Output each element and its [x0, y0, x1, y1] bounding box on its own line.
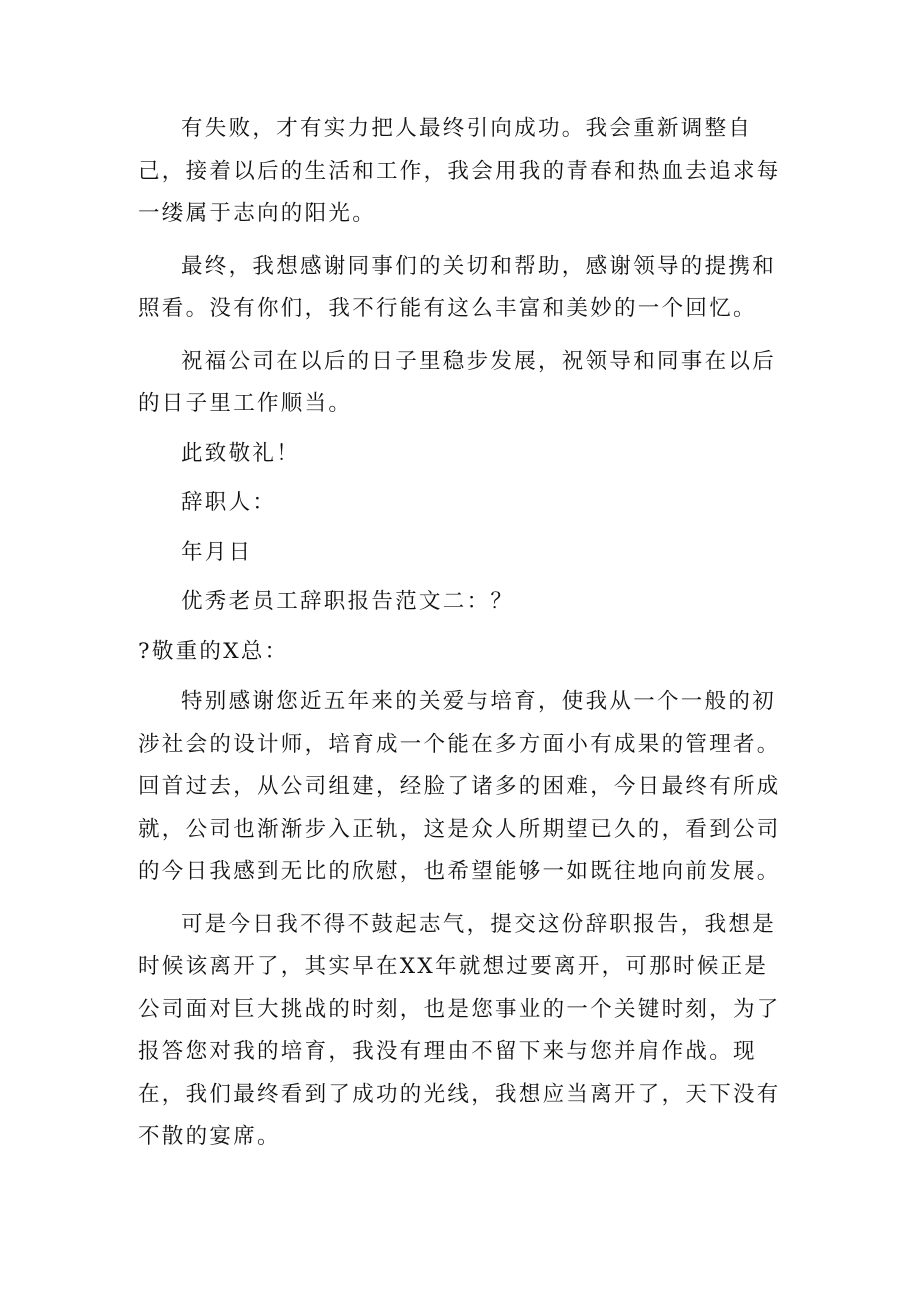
date-line: 年月日: [181, 539, 253, 565]
document-body: [138, 108, 788, 1159]
signature-label: 辞职人：: [181, 490, 277, 515]
paragraph-2: 最终，我想感谢同事们的关切和帮助，感谢领导的提携和照看。没有你们，我不行能有这么丰富和美妙的一个回忆。: [138, 253, 777, 321]
paragraph-4: 特别感谢您近五年来的关爱与培育，使我从一个一般的初涉社会的设计师，培育成一个能在多方面小有成果的管理者。回首过去，从公司组建，经脸了诸多的困难，今日最终有所成就，公司也渐渐步入正轨，这是众人所期望已久的，看到公司的今日我感到无比的欣慰，也希望能够一如既往地向前发展。: [138, 689, 781, 884]
section-title: 优秀老员工辞职报告范文二：？: [181, 589, 515, 614]
letter-greeting: ?敬重的X总：: [138, 638, 289, 664]
paragraph-3: 祝福公司在以后的日子里稳步发展，祝领导和同事在以后的日子里工作顺当。: [138, 348, 777, 416]
closing-salutation: 此致敬礼！: [181, 440, 301, 466]
paragraph-5: 可是今日我不得不鼓起志气，提交这份辞职报告，我想是时候该离开了，其实早在XX年就想过要离开，可那时候正是公司面对巨大挑战的时刻，也是您事业的一个关键时刻，为了报答您对我的培育，我没有理由不留下来与您并肩作战。现在，我们最终看到了成功的光线，我想应当离开了，天下没有不散的宴席。: [138, 911, 781, 1149]
paragraph-1: 有失败，才有实力把人最终引向成功。我会重新调整自己，接着以后的生活和工作，我会用我的青春和热血去追求每一缕属于志向的阳光。: [138, 116, 781, 226]
